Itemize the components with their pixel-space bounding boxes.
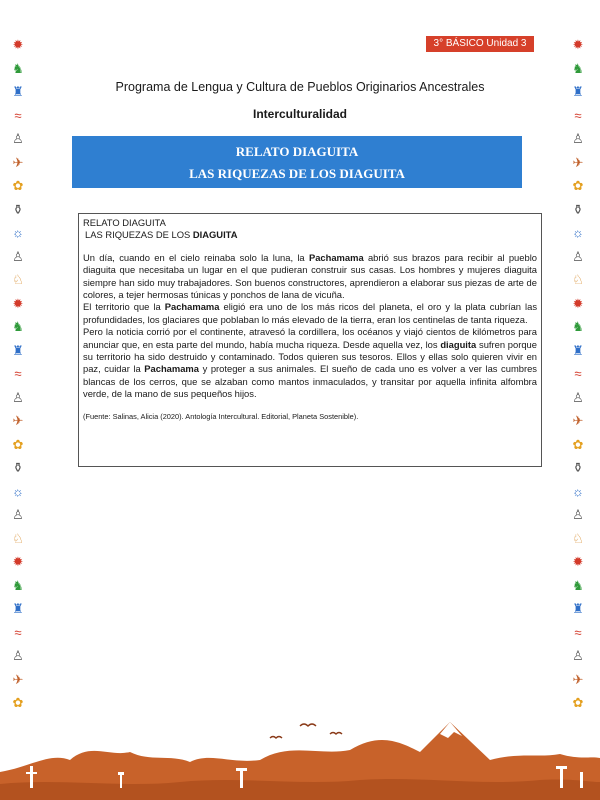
flower-icon: ✿ — [12, 178, 24, 193]
story-paragraph-2 — [83, 301, 537, 326]
story-subtitle-bold: DIAGUITA — [192, 229, 238, 241]
pot-icon: ⚱ — [12, 460, 24, 475]
figure-icon: ♙ — [572, 648, 584, 663]
right-decorative-border — [566, 36, 590, 716]
figure-icon: ♙ — [12, 507, 24, 522]
condor-icon: ✈ — [572, 154, 584, 170]
figure-icon: ♙ — [12, 248, 24, 264]
pinwheel-icon: ✹ — [12, 37, 24, 52]
p3-bold-1: diaguita — [440, 338, 477, 350]
mask-icon: ♜ — [12, 342, 24, 358]
pot-icon: ⚱ — [572, 460, 584, 475]
story-title: RELATO DIAGUITA — [83, 217, 166, 228]
sun-icon: ☼ — [12, 225, 24, 240]
subject-title: Interculturalidad — [252, 107, 347, 121]
mask-icon: ♜ — [12, 84, 24, 99]
story-subtitle — [85, 229, 537, 241]
mask-icon: ♜ — [12, 601, 24, 616]
sun-icon: ☼ — [572, 225, 584, 240]
p2-bold: Pachamama — [164, 301, 220, 313]
pinwheel-icon: ✹ — [12, 295, 24, 311]
bird-icon: ♞ — [12, 577, 24, 593]
title-banner — [72, 136, 522, 188]
p1-text-a: Un día, cuando en el cielo reinaba solo la luna, la — [83, 251, 309, 263]
flower-icon: ✿ — [572, 436, 584, 452]
pot-icon: ⚱ — [12, 201, 24, 217]
fox-icon: ≈ — [14, 107, 22, 123]
p1-text-c: abrió sus brazos para recibir al pueblo diaguita que necesitaba un lugar en el que pudieran construir sus casas. Los hombres y mujeres diaguita siempre han sido muy trabajadores. Son buenos constructores, aprendieron a elaborar sus piezas de arte de colores, a tejer hermosas túnicas y ponchos de lana de vicuña. — [83, 251, 537, 301]
story-source: (Fuente: Salinas, Alicia (2020). Antología Intercultural. Editorial, Planeta Sostenible). — [83, 411, 359, 421]
figure-icon: ♙ — [572, 248, 584, 264]
condor-icon: ✈ — [572, 671, 584, 687]
fox-icon: ≈ — [14, 366, 22, 381]
p2-text-a: El territorio que la — [83, 301, 165, 313]
flower-icon: ✿ — [12, 436, 24, 452]
pinwheel-icon: ✹ — [12, 554, 24, 569]
left-decorative-border — [6, 36, 30, 716]
p3-text-c: sufren porque su territorio ha sido destruido y contaminado. Todos quieren sus tesoros. Ellos y ellas solo quieren vivir en paz, cuidar la — [83, 338, 537, 375]
fox-icon: ≈ — [14, 624, 22, 640]
figure-icon: ♙ — [12, 131, 24, 146]
fox-icon: ≈ — [574, 624, 582, 640]
sun-icon: ☼ — [572, 483, 584, 499]
llama-icon: ♘ — [572, 530, 584, 546]
fox-icon: ≈ — [574, 107, 582, 123]
figure-icon: ♙ — [572, 389, 584, 405]
p3-text-a: Pero la noticia corrió por el continente, atravesó la cordillera, los océanos y viajó cientos de kilómetros para anunciar que, en esta parte del mundo, había mucha riqueza. Desde aquella vez, los — [83, 326, 537, 350]
pinwheel-icon: ✹ — [572, 554, 584, 569]
pinwheel-icon: ✹ — [572, 37, 584, 52]
bird-icon: ♞ — [12, 60, 24, 76]
figure-icon: ♙ — [12, 648, 24, 663]
footer-landscape-illustration — [0, 712, 600, 800]
flower-icon: ✿ — [572, 695, 584, 710]
condor-icon: ✈ — [12, 671, 24, 687]
p3-text-e: y proteger a sus animales. El sueño de cada uno es volver a ver las cumbres blancas de los cerros, que se alzaban como mantos inmaculados, y transitar por aquella infinita alfombra verde, de la mano de sus pequeños hijos. — [83, 363, 537, 400]
figure-icon: ♙ — [12, 389, 24, 405]
flower-icon: ✿ — [12, 695, 24, 710]
bird-icon: ♞ — [572, 577, 584, 593]
mask-icon: ♜ — [572, 601, 584, 616]
bird-icon: ♞ — [12, 319, 24, 334]
banner-line-1: RELATO DIAGUITA — [235, 144, 359, 159]
flower-icon: ✿ — [572, 178, 584, 193]
condor-icon: ✈ — [572, 413, 584, 428]
condor-icon: ✈ — [12, 413, 24, 428]
p3-bold-2: Pachamama — [144, 363, 199, 375]
llama-icon: ♘ — [12, 530, 24, 546]
story-box — [78, 213, 542, 467]
llama-icon: ♘ — [572, 272, 584, 287]
program-title: Programa de Lengua y Cultura de Pueblos Originarios Ancestrales — [115, 80, 485, 94]
figure-icon: ♙ — [572, 507, 584, 522]
story-subtitle-prefix: LAS RIQUEZAS DE LOS — [85, 229, 193, 241]
mask-icon: ♜ — [572, 342, 584, 358]
pot-icon: ⚱ — [572, 201, 584, 217]
banner-line-2: LAS RIQUEZAS DE LOS DIAGUITA — [189, 166, 405, 181]
p2-text-c: eligió era uno de los más ricos del planeta, el oro y la plata cubrían las profundidades, los glaciares que poblaban lo más elevado de la tierra, eran los centinelas de tanta riqueza. — [83, 301, 538, 325]
story-paragraph-3 — [83, 326, 537, 400]
llama-icon: ♘ — [12, 272, 24, 287]
story-paragraph-1 — [83, 252, 537, 302]
fox-icon: ≈ — [574, 366, 582, 381]
sun-icon: ☼ — [12, 483, 24, 499]
bird-icon: ♞ — [572, 60, 584, 76]
grade-unit-badge: 3° BÁSICO Unidad 3 — [426, 36, 534, 52]
condor-icon: ✈ — [12, 154, 24, 170]
mask-icon: ♜ — [572, 84, 584, 99]
bird-icon: ♞ — [572, 319, 584, 334]
figure-icon: ♙ — [572, 131, 584, 146]
pinwheel-icon: ✹ — [572, 295, 584, 311]
p1-bold: Pachamama — [308, 251, 364, 263]
footer-birds — [270, 724, 342, 738]
